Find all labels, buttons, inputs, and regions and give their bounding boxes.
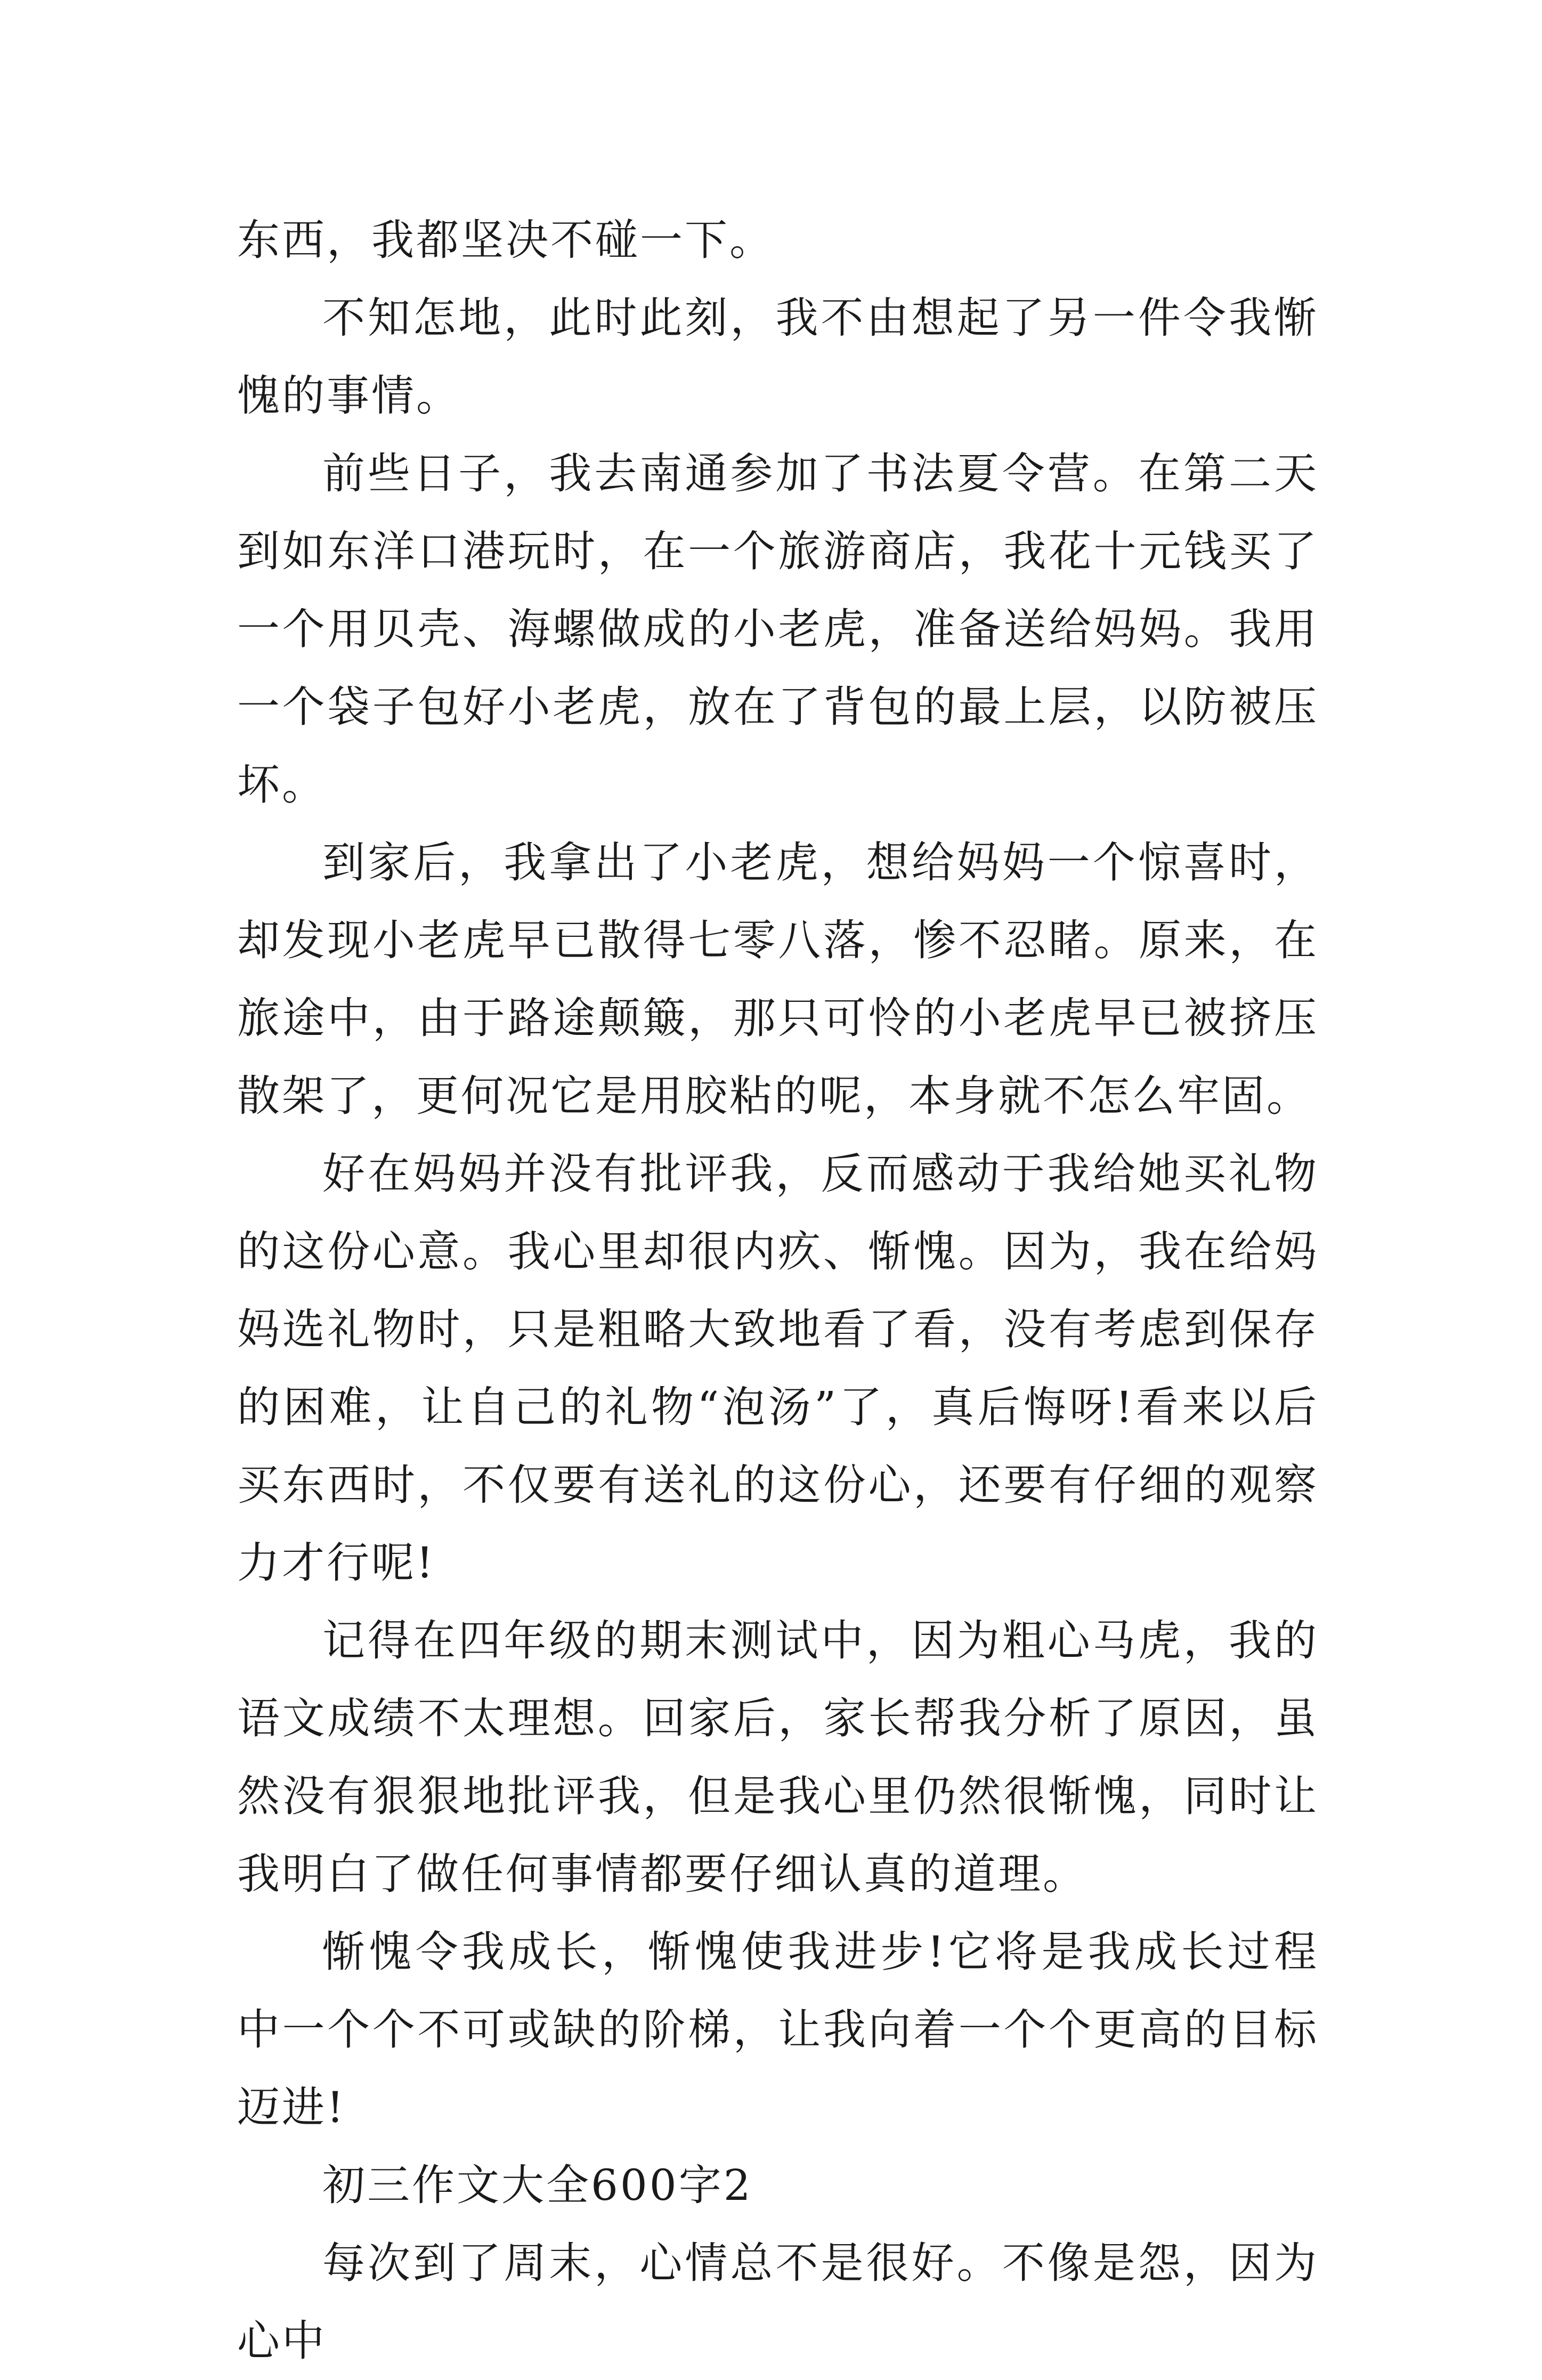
document-body [237, 201, 1319, 2380]
paragraph: 到家后，我拿出了小老虎，想给妈妈一个惊喜时，却发现小老虎早已散得七零八落，惨不忍睹。原来，在旅途中，由于路途颠簸，那只可怜的小老虎早已被挤压散架了，更何况它是用胶粘的呢，本身就不怎么牢固。 [237, 838, 1319, 1121]
paragraph: 好在妈妈并没有批评我，反而感动于我给她买礼物的这份心意。我心里却很内疚、惭愧。因为，我在给妈妈选礼物时，只是粗略大致地看了看，没有考虑到保存的困难，让自己的礼物“泡汤”了，真后悔呀!看来以后买东西时，不仅要有送礼的这份心，还要有仔细的观察力才行呢! [237, 1149, 1319, 1588]
paragraph-truncated: 每次到了周末，心情总不是很好。不像是怨，因为心中 [237, 2238, 1319, 2366]
paragraph: 惭愧令我成长，惭愧使我进步!它将是我成长过程中一个个不可或缺的阶梯，让我向着一个个更高的目标迈进! [237, 1927, 1319, 2132]
paragraph: 记得在四年级的期末测试中，因为粗心马虎，我的语文成绩不太理想。回家后，家长帮我分析了原因，虽然没有狠狠地批评我，但是我心里仍然很惭愧，同时让我明白了做任何事情都要仔细认真的道理。 [237, 1616, 1319, 1899]
section-heading: 初三作文大全600字2 [322, 2160, 753, 2210]
paragraph-continuation: 东西，我都坚决不碰一下。 [237, 215, 774, 265]
paragraph: 前些日子，我去南通参加了书法夏令营。在第二天到如东洋口港玩时，在一个旅游商店，我花十元钱买了一个用贝壳、海螺做成的小老虎，准备送给妈妈。我用一个袋子包好小老虎，放在了背包的最上层，以防被压坏。 [237, 449, 1319, 809]
paragraph: 不知怎地，此时此刻，我不由想起了另一件令我惭愧的事情。 [237, 293, 1319, 420]
